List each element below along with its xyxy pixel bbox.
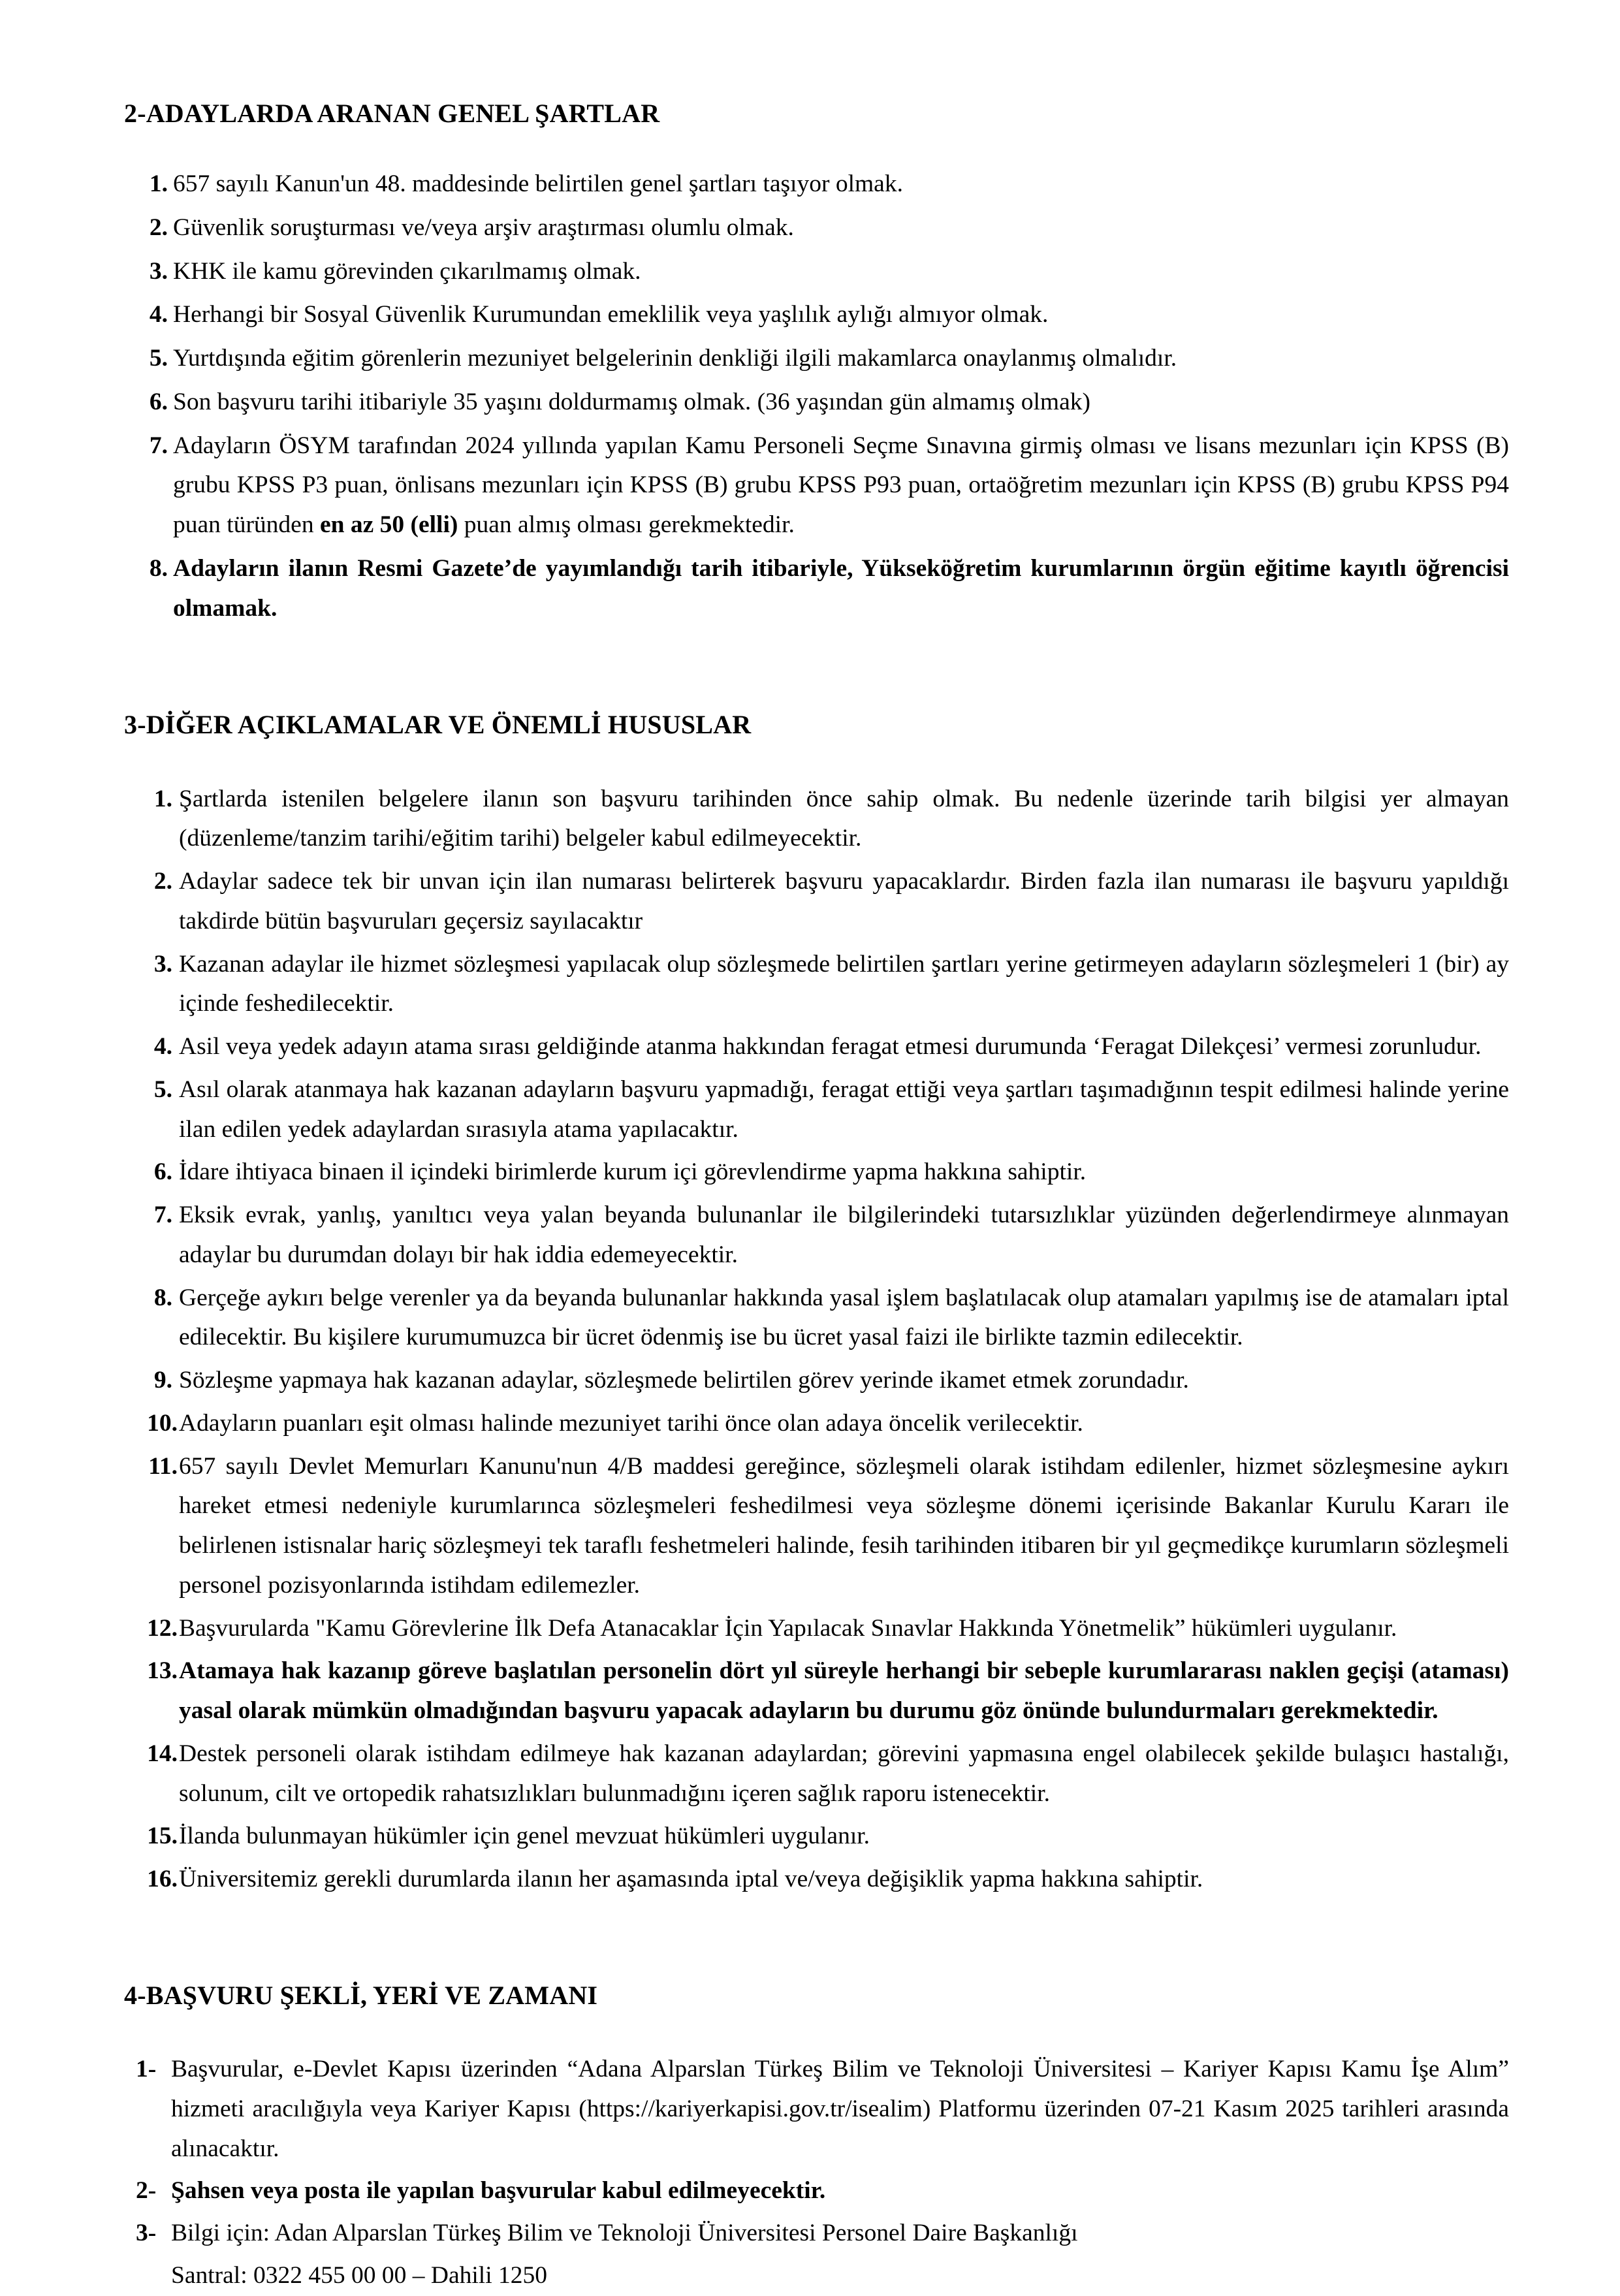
list-item-text: 657 sayılı Devlet Memurları Kanunu'nun 4/B maddesi gereğince, sözleşmeli olarak istihdam edilenler, hizmet sözleşmesine aykırı hareket etmesi nedeniyle kurumlarınca sözleşmeleri feshedilmesi veya sözleşme dönemi içerisinde Bakanlar Kurulu Kararı ile belirlenen istisnalar hariç sözleşmeyi tek taraflı feshetmeleri halinde, fesih tarihinden itibaren bir yıl geçmedikçe kurumların sözleşmeli personel pozisyonlarında istihdam edilemezler.	[179, 1452, 1509, 1599]
list-item-text: Başvurular, e-Devlet Kapısı üzerinden “Adana Alparslan Türkeş Bilim ve Teknoloji Üniversitesi – Kariyer Kapısı Kamu İşe Alım” hizmeti aracılığıyla veya Kariyer Kapısı (https://kariyerkapisi.gov.tr/isealim) Platformu üzerinden 07-21 Kasım 2025 tarihleri arasında alınacaktır.	[171, 2056, 1509, 2162]
list-item	[134, 339, 1509, 379]
list-item-text: Eksik evrak, yanlış, yanıltıcı veya yalan beyanda bulunanlar ile bilgilerindeki tutarsızlıklar yüzünden değerlendirmeye alınmayan adaylar bu durumdan dolayı bir hak iddia edemeyecektir.	[179, 1202, 1509, 1268]
list-item	[132, 945, 1509, 1025]
list-marker: 8.	[149, 554, 168, 582]
spacer	[124, 1903, 1509, 1980]
list-item	[132, 1153, 1509, 1192]
list-item-text: 657 sayılı Kanun'un 48. maddesinde belirtilen genel şartları taşıyor olmak.	[173, 170, 903, 198]
list-item-text: Adayların ilanın Resmi Gazete’de yayımlandığı tarih itibariyle, Yükseköğretim kurumlarının örgün eğitime kayıtlı öğrencisi olmamak.	[173, 554, 1509, 622]
list-marker: 4.	[153, 1033, 172, 1060]
list-item	[136, 2171, 1509, 2211]
list-item	[134, 383, 1509, 423]
list-item-text: Sözleşme yapmaya hak kazanan adaylar, sözleşmede belirtilen görev yerinde ikamet etmek zorundadır.	[179, 1367, 1189, 1394]
list-marker: 1.	[153, 785, 172, 812]
plain-text: puan almış olması gerekmektedir.	[458, 511, 795, 539]
list-item-text: Başvurularda "Kamu Görevlerine İlk Defa Atanacaklar İçin Yapılacak Sınavlar Hakkında Yönetmelik” hükümleri uygulanır.	[179, 1614, 1397, 1642]
list-marker: 5.	[153, 1076, 172, 1103]
list-item	[132, 1860, 1509, 1900]
plain-text: Adayların ÖSYM tarafından 2024 yıllında yapılan Kamu Personeli Seçme Sınavına girmiş olması ve lisans mezunları için KPSS (B) grubu KPSS P3 puan, önlisans mezunları için KPSS (B) grubu KPSS P93 puan, ortaöğretim mezunları için KPSS (B) grubu KPSS P94 puan türünden	[173, 432, 1509, 539]
list-item-text: Üniversitemiz gerekli durumlarda ilanın her aşamasında iptal ve/veya değişiklik yapma hakkına sahiptir.	[179, 1866, 1203, 1893]
list-item	[132, 1447, 1509, 1606]
spacer	[124, 632, 1509, 709]
list-item-text: Son başvuru tarihi itibariyle 35 yaşını doldurmamış olmak. (36 yaşından gün almamış olmak)	[173, 388, 1090, 415]
list-marker: 8.	[153, 1284, 172, 1311]
list-marker: 11.	[148, 1452, 178, 1480]
list-item	[134, 549, 1509, 629]
list-marker: 2.	[153, 868, 172, 895]
list-item	[136, 2256, 1509, 2296]
list-item	[132, 1609, 1509, 1649]
section-2-list	[134, 165, 1509, 628]
list-item-text: Asil veya yedek adayın atama sırası geldiğinde atanma hakkından feragat etmesi durumunda ‘Feragat Dilekçesi’ vermesi zorunludur.	[179, 1033, 1482, 1060]
list-marker: 9.	[153, 1367, 172, 1394]
list-marker: 10.	[147, 1409, 178, 1437]
list-item	[132, 1817, 1509, 1857]
list-marker: 2-	[136, 2177, 157, 2205]
list-item-text: Şartlarda istenilen belgelere ilanın son başvuru tarihinden önce sahip olmak. Bu nedenle üzerinde tarih bilgisi yer almayan (düzenleme/tanzim tarihi/eğitim tarihi) belgeler kabul edilmeyecektir.	[179, 785, 1509, 852]
list-item-text: İdare ihtiyaca binaen il içindeki birimlerde kurum içi görevlendirme yapma hakkına sahiptir.	[179, 1158, 1087, 1186]
list-marker: 1.	[149, 170, 168, 198]
list-marker: 6.	[153, 1158, 172, 1186]
list-marker: 1-	[136, 2056, 157, 2083]
list-item	[134, 208, 1509, 248]
list-item-text: Adayların puanları eşit olması halinde mezuniyet tarihi önce olan adaya öncelik verilecektir.	[179, 1409, 1083, 1437]
section-4-heading: 4-BAŞVURU ŞEKLİ, YERİ VE ZAMANI	[124, 1980, 598, 2010]
list-marker: 3.	[149, 257, 168, 285]
list-item-text: Kazanan adaylar ile hizmet sözleşmesi yapılacak olup sözleşmede belirtilen şartları yerine getirmeyen adayların sözleşmeleri 1 (bir) ay içinde feshedilecektir.	[179, 950, 1509, 1017]
list-item	[132, 1027, 1509, 1067]
list-item	[132, 1734, 1509, 1814]
section-3-list	[132, 780, 1509, 1900]
section-2-heading: 2-ADAYLARDA ARANAN GENEL ŞARTLAR	[124, 99, 660, 128]
list-marker: 3.	[153, 950, 172, 978]
list-item-text: Atamaya hak kazanıp göreve başlatılan personelin dört yıl süreyle herhangi bir sebeple kurumlararası naklen geçişi (ataması) yasal olarak mümkün olmadığından başvuru yapacak adayların bu durumu göz önünde bulundurmaları gerekmektedir.	[179, 1657, 1509, 1725]
list-item-text: Yurtdışında eğitim görenlerin mezuniyet belgelerinin denkliği ilgili makamlarca onaylanmış olmalıdır.	[173, 345, 1177, 372]
list-item-text: Asıl olarak atanmaya hak kazanan adayların başvuru yapmadığı, feragat ettiği veya şartları taşımadığının tespit edilmesi halinde yerine ilan edilen yedek adaylardan sırasıyla atama yapılacaktır.	[179, 1076, 1509, 1143]
list-marker: 2.	[149, 214, 168, 241]
list-item-text: Güvenlik soruşturması ve/veya arşiv araştırması olumlu olmak.	[173, 214, 794, 241]
list-item-text: İlanda bulunmayan hükümler için genel mevzuat hükümleri uygulanır.	[179, 1823, 870, 1850]
list-item-text: Santral: 0322 455 00 00 – Dahili 1250	[171, 2261, 547, 2289]
list-item	[132, 862, 1509, 942]
list-item	[134, 295, 1509, 335]
list-item-text: Adaylar sadece tek bir unvan için ilan numarası belirterek başvuru yapacaklardır. Birden fazla ilan numarası ile başvuru yapıldığı takdirde bütün başvuruları geçersiz sayılacaktır	[179, 868, 1509, 934]
section-2-body	[124, 165, 1509, 628]
list-marker: 13.	[147, 1657, 178, 1685]
list-item-text: Şahsen veya posta ile yapılan başvurular kabul edilmeyecektir.	[171, 2177, 826, 2205]
list-item-text	[173, 426, 1509, 545]
list-item	[134, 252, 1509, 292]
list-item	[136, 2214, 1509, 2254]
list-marker: 16.	[147, 1866, 178, 1893]
list-marker: 12.	[147, 1614, 178, 1642]
list-item	[132, 1196, 1509, 1275]
list-item-text: KHK ile kamu görevinden çıkarılmamış olmak.	[173, 257, 641, 285]
list-marker: 3-	[136, 2220, 157, 2247]
section-4-body	[124, 2050, 1509, 2296]
list-marker: 4.	[149, 301, 168, 328]
list-item	[132, 780, 1509, 859]
list-item	[132, 1279, 1509, 1358]
list-marker: 7.	[149, 432, 168, 459]
list-item-text: Destek personeli olarak istihdam edilmeye hak kazanan adaylardan; görevini yapmasına engel olabilecek şekilde bulaşıcı hastalığı, solunum, cilt ve ortopedik rahatsızlıkları bulunmadığını içeren sağlık raporu istenecektir.	[179, 1740, 1509, 1807]
list-item	[134, 165, 1509, 204]
section-3-body	[124, 780, 1509, 1900]
list-marker: 15.	[147, 1823, 178, 1850]
list-item	[132, 1404, 1509, 1444]
list-marker: 7.	[153, 1202, 172, 1229]
list-item	[132, 1361, 1509, 1401]
list-item	[132, 1651, 1509, 1731]
list-item	[134, 426, 1509, 545]
list-item-text: Gerçeğe aykırı belge verenler ya da beyanda bulunanlar hakkında yasal işlem başlatılacak olup atamaları yapılmış ise de atamaları iptal edilecektir. Bu kişilere kurumumuzca bir ücret ödenmiş ise bu ücret yasal faizi ile birlikte tazmin edilecektir.	[179, 1284, 1509, 1351]
list-marker: 14.	[147, 1740, 178, 1767]
list-item-text: Herhangi bir Sosyal Güvenlik Kurumundan emeklilik veya yaşlılık aylığı almıyor olmak.	[173, 301, 1049, 328]
section-3-heading: 3-DİĞER AÇIKLAMALAR VE ÖNEMLİ HUSUSLAR	[124, 710, 752, 740]
list-item	[136, 2050, 1509, 2169]
list-item	[132, 1070, 1509, 1150]
list-marker: 5.	[149, 345, 168, 372]
section-4-list	[136, 2050, 1509, 2296]
list-marker: 6.	[149, 388, 168, 415]
list-item-text: Bilgi için: Adan Alparslan Türkeş Bilim ve Teknoloji Üniversitesi Personel Daire Başkanlığı	[171, 2220, 1078, 2247]
emphasis-text: en az 50 (elli)	[319, 511, 458, 539]
